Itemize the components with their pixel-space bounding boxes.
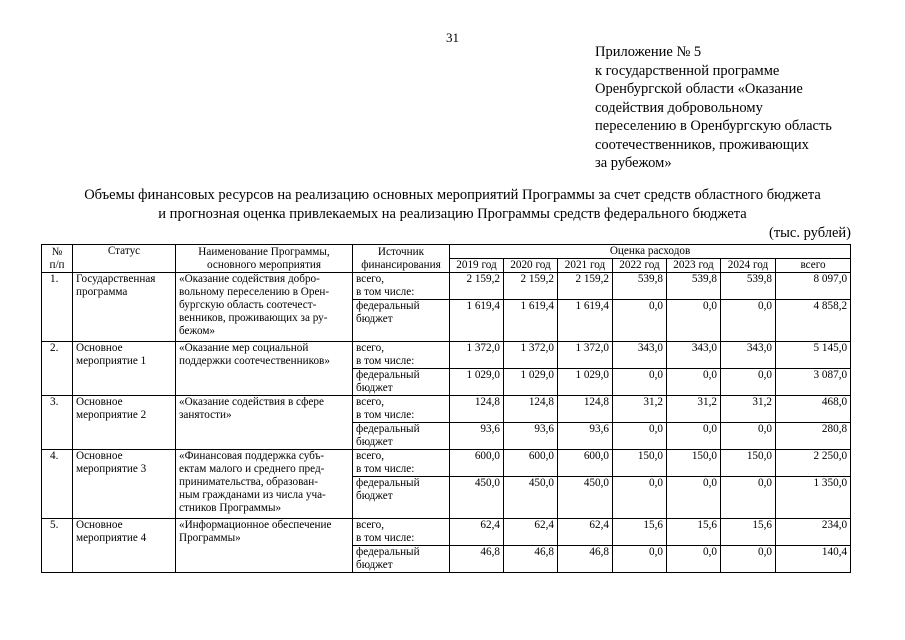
value-federal: 0,0: [667, 369, 721, 396]
value-federal: 0,0: [613, 369, 667, 396]
value-total: 539,8: [721, 273, 776, 300]
title-line: и прогнозная оценка привлекаемых на реализацию Программы средств федерального бюджета: [158, 206, 747, 222]
appendix-line: соотечественников, проживающих: [595, 136, 809, 153]
row-status: [73, 396, 176, 450]
source-line: федеральный: [356, 423, 420, 435]
header-name-line: основного мероприятия: [207, 258, 321, 271]
value-federal: 1 029,0: [450, 369, 504, 396]
value-total: 62,4: [450, 519, 504, 546]
value-federal: 1 619,4: [450, 300, 504, 342]
header-year: 2019 год: [450, 259, 504, 273]
value-total: 539,8: [667, 273, 721, 300]
value-total: 124,8: [558, 396, 613, 423]
appendix-line: Оренбургской области «Оказание: [595, 81, 803, 97]
value-total: 1 372,0: [450, 342, 504, 369]
source-federal: [353, 477, 450, 519]
value-total: 124,8: [504, 396, 558, 423]
row-status: [73, 519, 176, 573]
value-federal: 93,6: [450, 423, 504, 450]
row-program-name: [176, 396, 353, 450]
value-total-sum: 8 097,0: [776, 273, 851, 300]
value-federal-sum: 3 087,0: [776, 369, 851, 396]
header-total: всего: [776, 259, 851, 273]
value-total: 150,0: [721, 450, 776, 477]
row-program-name: [176, 450, 353, 519]
source-line: всего,: [356, 396, 384, 408]
row-number: 4.: [42, 450, 73, 519]
value-total: 62,4: [558, 519, 613, 546]
value-federal: 450,0: [558, 477, 613, 519]
source-line: федеральный: [356, 546, 420, 558]
table-row-total: [42, 519, 851, 546]
value-federal: 0,0: [613, 477, 667, 519]
status-line: Основное: [76, 450, 123, 462]
source-total: [353, 273, 450, 300]
value-total: 31,2: [613, 396, 667, 423]
value-total: 15,6: [667, 519, 721, 546]
source-federal: [353, 369, 450, 396]
status-line: мероприятие 4: [76, 532, 147, 544]
program-name-line: венников, проживающих за ру-: [179, 312, 328, 324]
value-total: 539,8: [613, 273, 667, 300]
value-federal: 0,0: [721, 546, 776, 573]
status-line: Государственная: [76, 273, 156, 285]
program-name-line: занятости»: [179, 409, 232, 421]
program-name-line: поддержки соотечественников»: [179, 355, 330, 367]
program-name-line: ектам малого и среднего пред-: [179, 463, 325, 475]
row-number: 1.: [42, 273, 73, 342]
appendix-line: Приложение № 5: [595, 44, 702, 60]
value-federal-sum: 4 858,2: [776, 300, 851, 342]
row-program-name: [176, 519, 353, 573]
source-total: [353, 519, 450, 546]
header-source-line: финансирования: [361, 258, 441, 271]
source-line: бюджет: [356, 559, 393, 571]
header-source: [353, 245, 450, 273]
value-total: 62,4: [504, 519, 558, 546]
program-name-line: принимательства, образован-: [179, 476, 318, 488]
source-line: бюджет: [356, 313, 393, 325]
status-line: Основное: [76, 342, 123, 354]
row-number: 2.: [42, 342, 73, 396]
value-federal-sum: 140,4: [776, 546, 851, 573]
title-line: Объемы финансовых ресурсов на реализацию основных мероприятий Программы за счет средств областного бюджета: [84, 187, 821, 203]
source-line: в том числе:: [356, 286, 415, 298]
row-number: 3.: [42, 396, 73, 450]
status-line: мероприятие 3: [76, 463, 147, 475]
source-line: всего,: [356, 519, 384, 531]
header-name: [176, 245, 353, 273]
table-row-total: [42, 273, 851, 300]
financing-table: [41, 244, 851, 573]
document-title: [0, 186, 905, 224]
value-total-sum: 468,0: [776, 396, 851, 423]
appendix-line: к государственной программе: [595, 62, 780, 79]
source-line: всего,: [356, 450, 384, 462]
program-name-line: бургскую область соотечест-: [179, 299, 317, 311]
value-federal: 46,8: [450, 546, 504, 573]
value-total: 600,0: [558, 450, 613, 477]
program-name-line: Программы»: [179, 532, 241, 544]
program-name-line: вольному переселению в Орен-: [179, 286, 330, 298]
value-federal: 0,0: [667, 546, 721, 573]
source-total: [353, 342, 450, 369]
source-federal: [353, 300, 450, 342]
source-total: [353, 450, 450, 477]
value-federal: 1 029,0: [558, 369, 613, 396]
value-federal: 0,0: [667, 423, 721, 450]
value-total: 2 159,2: [450, 273, 504, 300]
value-total: 31,2: [721, 396, 776, 423]
value-federal: 450,0: [450, 477, 504, 519]
source-line: федеральный: [356, 369, 420, 381]
program-name-line: стников Программы»: [179, 502, 282, 514]
header-status: Статус: [73, 245, 176, 273]
value-federal: 0,0: [613, 300, 667, 342]
appendix-line: переселению в Оренбургскую область: [595, 118, 832, 134]
source-line: в том числе:: [356, 355, 415, 367]
value-total: 150,0: [667, 450, 721, 477]
program-name-line: бежом»: [179, 325, 216, 337]
value-total: 2 159,2: [504, 273, 558, 300]
value-total-sum: 2 250,0: [776, 450, 851, 477]
source-federal: [353, 546, 450, 573]
value-federal: 1 619,4: [558, 300, 613, 342]
value-total: 600,0: [504, 450, 558, 477]
header-name-line: Наименование Программы,: [198, 245, 330, 258]
value-federal-sum: 1 350,0: [776, 477, 851, 519]
value-total: 343,0: [721, 342, 776, 369]
value-total: 343,0: [613, 342, 667, 369]
value-total: 15,6: [721, 519, 776, 546]
value-total: 600,0: [450, 450, 504, 477]
value-federal: 46,8: [504, 546, 558, 573]
header-source-line: Источник: [377, 245, 425, 258]
value-total-sum: 234,0: [776, 519, 851, 546]
table-row-total: [42, 342, 851, 369]
table-row-total: [42, 396, 851, 423]
status-line: Основное: [76, 396, 123, 408]
value-federal: 0,0: [613, 546, 667, 573]
value-federal: 450,0: [504, 477, 558, 519]
value-total: 1 372,0: [504, 342, 558, 369]
value-federal: 93,6: [558, 423, 613, 450]
value-federal: 0,0: [721, 300, 776, 342]
value-federal: 46,8: [558, 546, 613, 573]
source-line: федеральный: [356, 477, 420, 489]
value-federal: 0,0: [721, 423, 776, 450]
row-status: [73, 450, 176, 519]
program-name-line: «Информационное обеспечение: [179, 519, 332, 531]
value-federal: 0,0: [721, 477, 776, 519]
units-label: (тыс. рублей): [769, 225, 851, 241]
program-name-line: «Оказание мер социальной: [179, 342, 309, 354]
value-total: 124,8: [450, 396, 504, 423]
table-row-total: [42, 450, 851, 477]
header-estimate: Оценка расходов: [450, 245, 851, 259]
value-total: 1 372,0: [558, 342, 613, 369]
source-federal: [353, 423, 450, 450]
value-federal: 0,0: [667, 300, 721, 342]
source-line: в том числе:: [356, 463, 415, 475]
status-line: мероприятие 2: [76, 409, 147, 421]
value-federal: 0,0: [667, 477, 721, 519]
source-line: федеральный: [356, 300, 420, 312]
row-program-name: [176, 273, 353, 342]
status-line: Основное: [76, 519, 123, 531]
value-federal: 93,6: [504, 423, 558, 450]
row-program-name: [176, 342, 353, 396]
header-year: 2020 год: [504, 259, 558, 273]
header-num: [42, 245, 73, 273]
header-year: 2024 год: [721, 259, 776, 273]
source-line: бюджет: [356, 436, 393, 448]
appendix-line: содействия добровольному: [595, 99, 763, 116]
value-federal: 1 619,4: [504, 300, 558, 342]
page-number: 31: [446, 30, 459, 45]
value-total: 31,2: [667, 396, 721, 423]
value-total-sum: 5 145,0: [776, 342, 851, 369]
source-line: в том числе:: [356, 532, 415, 544]
source-line: в том числе:: [356, 409, 415, 421]
source-line: бюджет: [356, 382, 393, 394]
appendix-line: за рубежом»: [595, 155, 672, 171]
row-status: [73, 342, 176, 396]
row-number: 5.: [42, 519, 73, 573]
row-status: [73, 273, 176, 342]
value-total: 343,0: [667, 342, 721, 369]
program-name-line: «Оказание содействия добро-: [179, 273, 320, 285]
header-num-line: п/п: [49, 258, 65, 271]
value-total: 150,0: [613, 450, 667, 477]
program-name-line: «Оказание содействия в сфере: [179, 396, 324, 408]
header-year: 2021 год: [558, 259, 613, 273]
header-num-line: №: [51, 245, 63, 258]
value-federal: 0,0: [613, 423, 667, 450]
value-total: 2 159,2: [558, 273, 613, 300]
table-body: [42, 273, 851, 573]
value-total: 15,6: [613, 519, 667, 546]
source-line: бюджет: [356, 490, 393, 502]
value-federal-sum: 280,8: [776, 423, 851, 450]
status-line: программа: [76, 286, 128, 298]
appendix-note: [595, 43, 895, 173]
source-line: всего,: [356, 342, 384, 354]
header-year: 2022 год: [613, 259, 667, 273]
header-year: 2023 год: [667, 259, 721, 273]
value-federal: 1 029,0: [504, 369, 558, 396]
source-total: [353, 396, 450, 423]
status-line: мероприятие 1: [76, 355, 147, 367]
source-line: всего,: [356, 273, 384, 285]
program-name-line: ным гражданами из числа уча-: [179, 489, 326, 501]
program-name-line: «Финансовая поддержка субъ-: [179, 450, 325, 462]
value-federal: 0,0: [721, 369, 776, 396]
